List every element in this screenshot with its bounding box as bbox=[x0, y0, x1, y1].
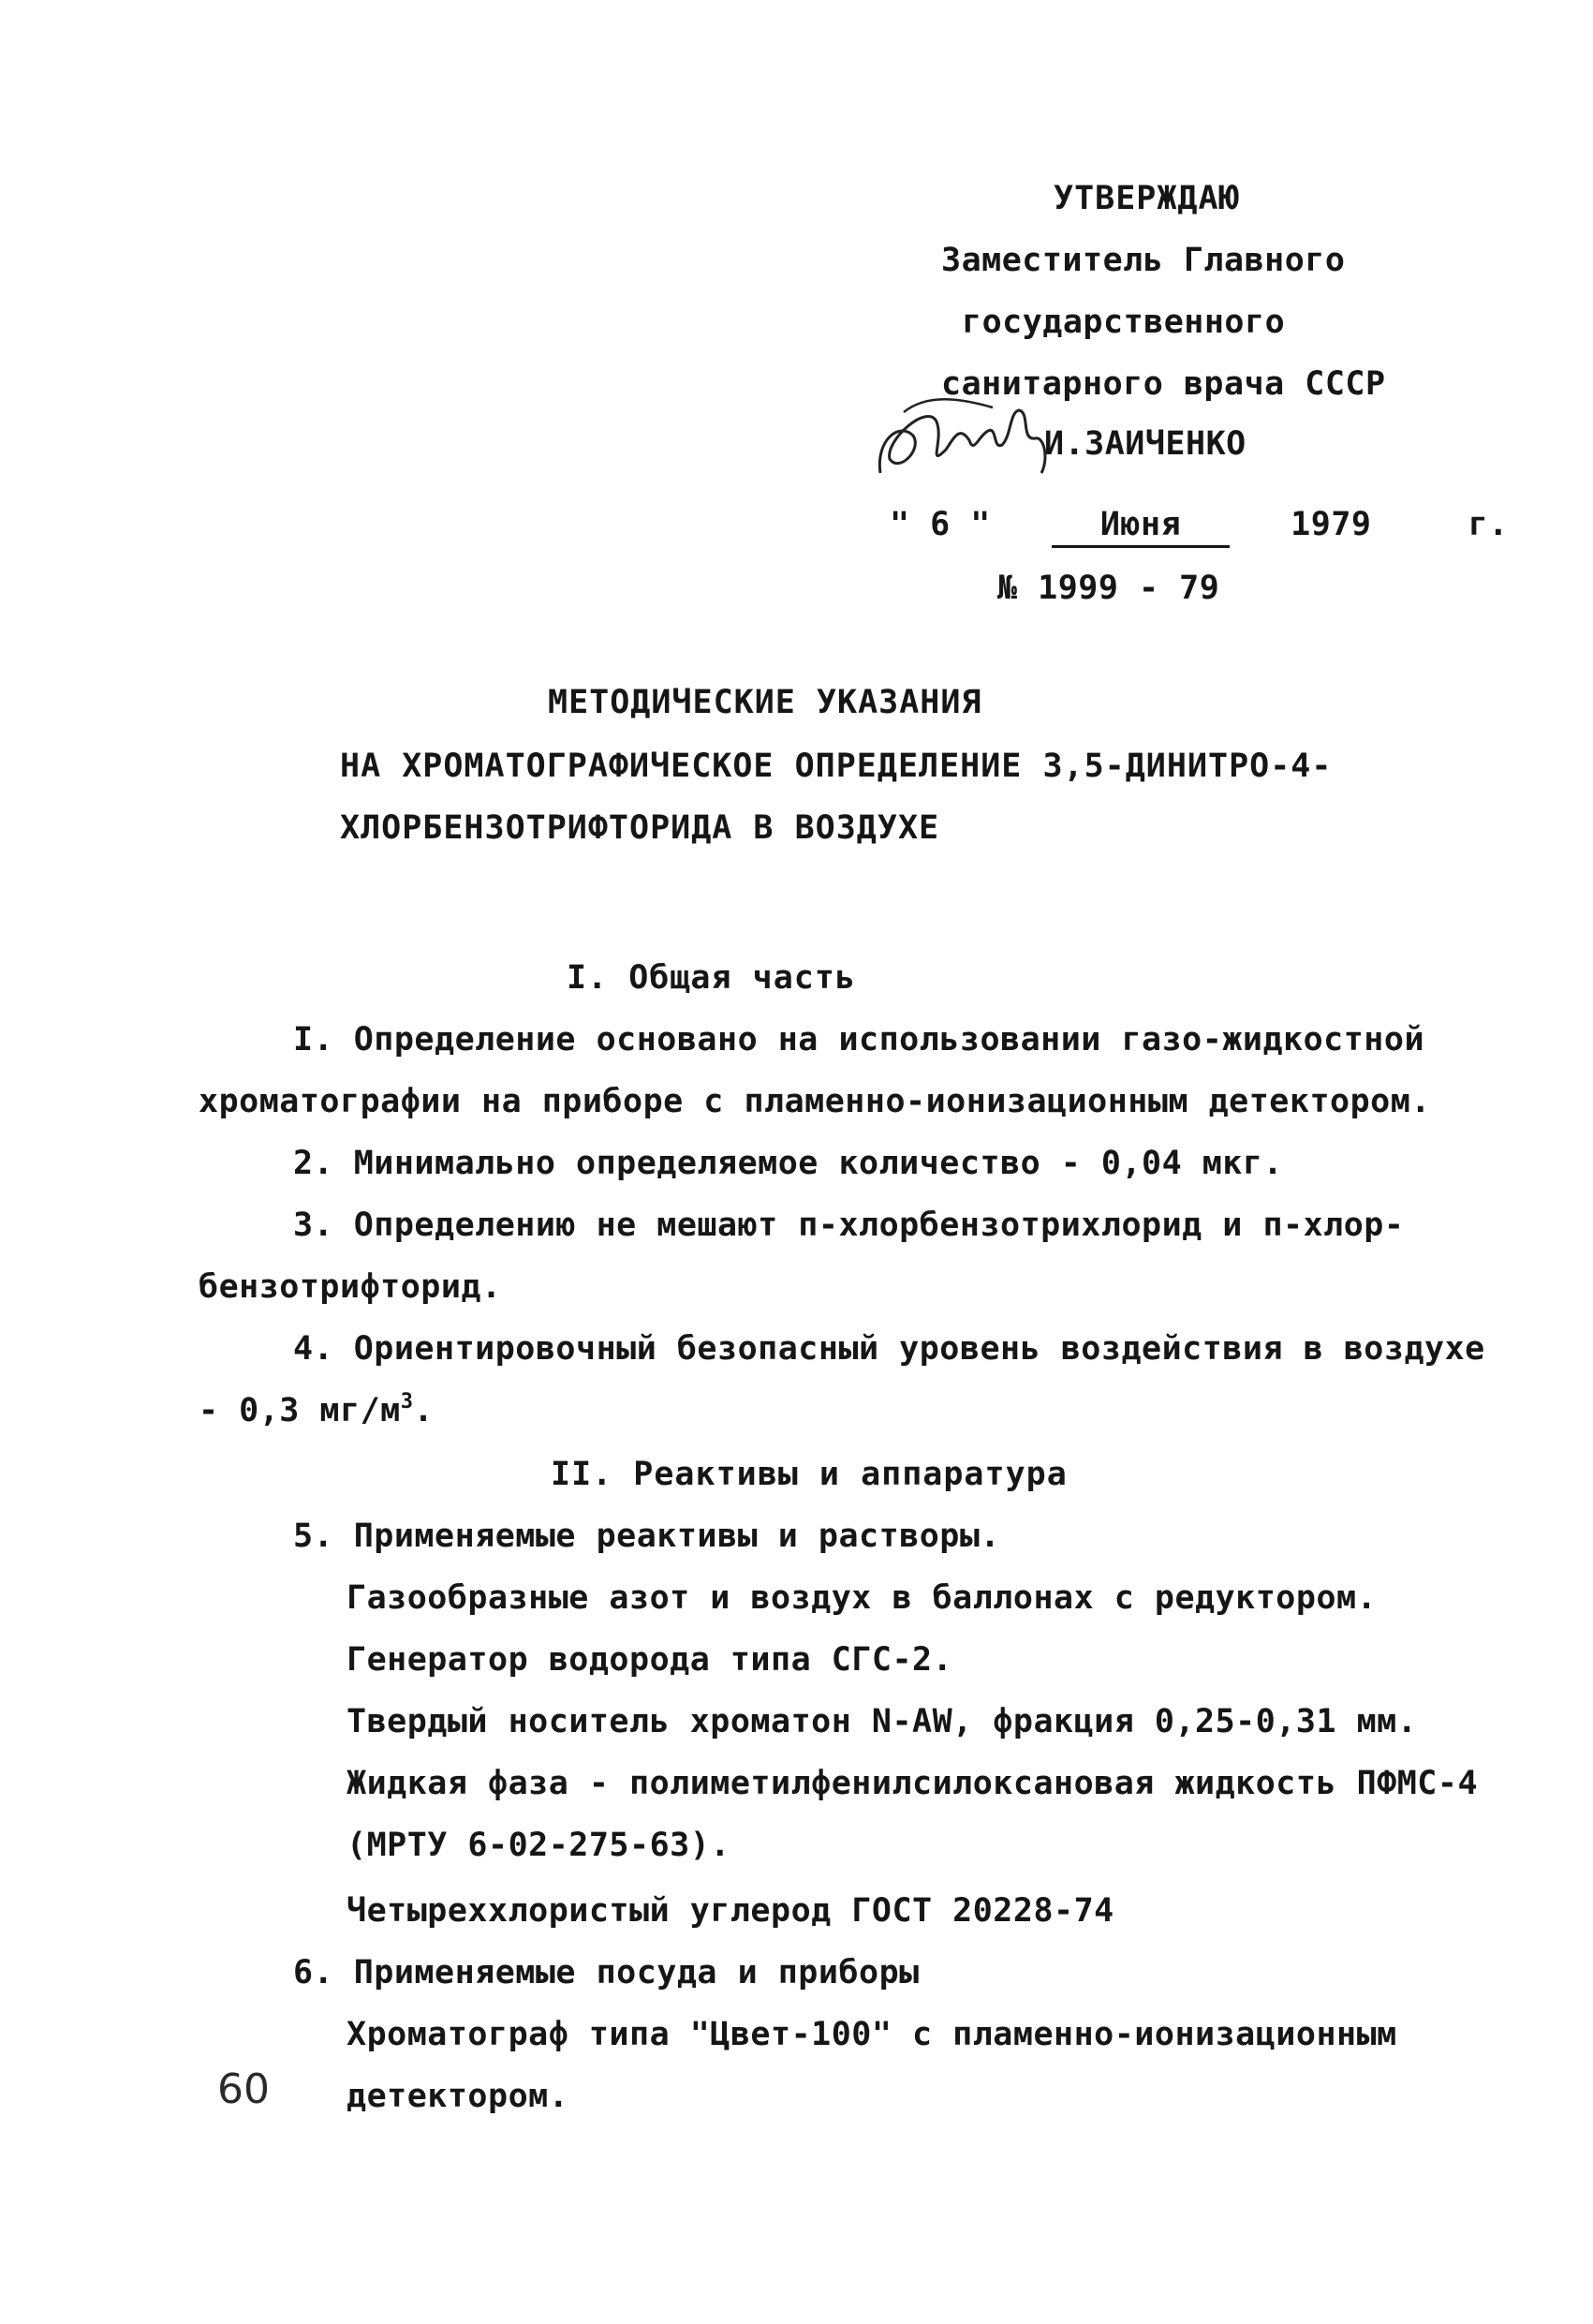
signature-icon bbox=[871, 384, 1058, 487]
section-2-heading: II. Реактивы и аппаратура bbox=[551, 1456, 1068, 1493]
date-month: Июня bbox=[1052, 504, 1230, 548]
approval-date bbox=[890, 504, 1509, 548]
para-3b: бензотрифторид. bbox=[199, 1268, 502, 1306]
para-1a: I. Определение основано на использовании газо-жидкостной bbox=[293, 1021, 1425, 1058]
para-5f: Четыреххлористый углерод ГОСТ 20228-74 bbox=[347, 1892, 1114, 1930]
para-5c: Твердый носитель хроматон N-AW, фракция 0,25-0,31 мм. bbox=[347, 1703, 1418, 1740]
para-4a: 4. Ориентировочный безопасный уровень воздействия в воздухе bbox=[293, 1330, 1485, 1368]
para-4b-text: - 0,3 мг/м bbox=[199, 1392, 401, 1429]
para-1b: хроматографии на приборе с пламенно-ионизационным детектором. bbox=[199, 1083, 1431, 1120]
title-line-3: ХЛОРБЕНЗОТРИФТОРИДА В ВОЗДУХЕ bbox=[340, 809, 940, 847]
page-number: 60 bbox=[217, 2065, 270, 2113]
title-line-2: НА ХРОМАТОГРАФИЧЕСКОЕ ОПРЕДЕЛЕНИЕ 3,5-ДИНИТРО-4- bbox=[340, 748, 1333, 785]
date-year: 1979 bbox=[1291, 506, 1372, 543]
para-2: 2. Минимально определяемое количество - 0,04 мкг. bbox=[293, 1145, 1284, 1182]
title-line-1: МЕТОДИЧЕСКИЕ УКАЗАНИЯ bbox=[548, 684, 982, 721]
para-6b: детектором. bbox=[347, 2078, 569, 2115]
approval-title: УТВЕРЖДАЮ bbox=[1054, 180, 1240, 217]
para-5a: Газообразные азот и воздух в баллонах с редуктором. bbox=[347, 1579, 1378, 1617]
para-4b bbox=[199, 1390, 434, 1431]
approval-line-1: Заместитель Главного bbox=[941, 242, 1346, 279]
para-6a: Хроматограф типа "Цвет-100" с пламенно-ионизационным bbox=[347, 2016, 1397, 2053]
approval-line-3: санитарного врача СССР bbox=[941, 365, 1386, 403]
date-suffix: г. bbox=[1468, 506, 1509, 543]
date-day: " 6 " bbox=[890, 506, 991, 543]
para-6: 6. Применяемые посуда и приборы bbox=[293, 1954, 920, 1991]
section-1-heading: I. Общая часть bbox=[567, 959, 857, 997]
para-5b: Генератор водорода типа СГС-2. bbox=[347, 1641, 953, 1679]
para-4b-end: . bbox=[413, 1392, 435, 1429]
approval-number: № 1999 - 79 bbox=[997, 570, 1220, 607]
para-4b-sup: 3 bbox=[400, 1390, 414, 1414]
approver-name: И.ЗАИЧЕНКО bbox=[1044, 425, 1246, 463]
para-5d: Жидкая фаза - полиметилфенилсилоксановая жидкость ПФМС-4 bbox=[347, 1765, 1479, 1802]
approval-line-2: государственного bbox=[962, 303, 1286, 341]
para-5e: (МРТУ 6-02-275-63). bbox=[347, 1827, 730, 1864]
para-5: 5. Применяемые реактивы и растворы. bbox=[293, 1517, 1001, 1555]
para-3a: 3. Определению не мешают п-хлорбензотрихлорид и п-хлор- bbox=[293, 1206, 1405, 1244]
